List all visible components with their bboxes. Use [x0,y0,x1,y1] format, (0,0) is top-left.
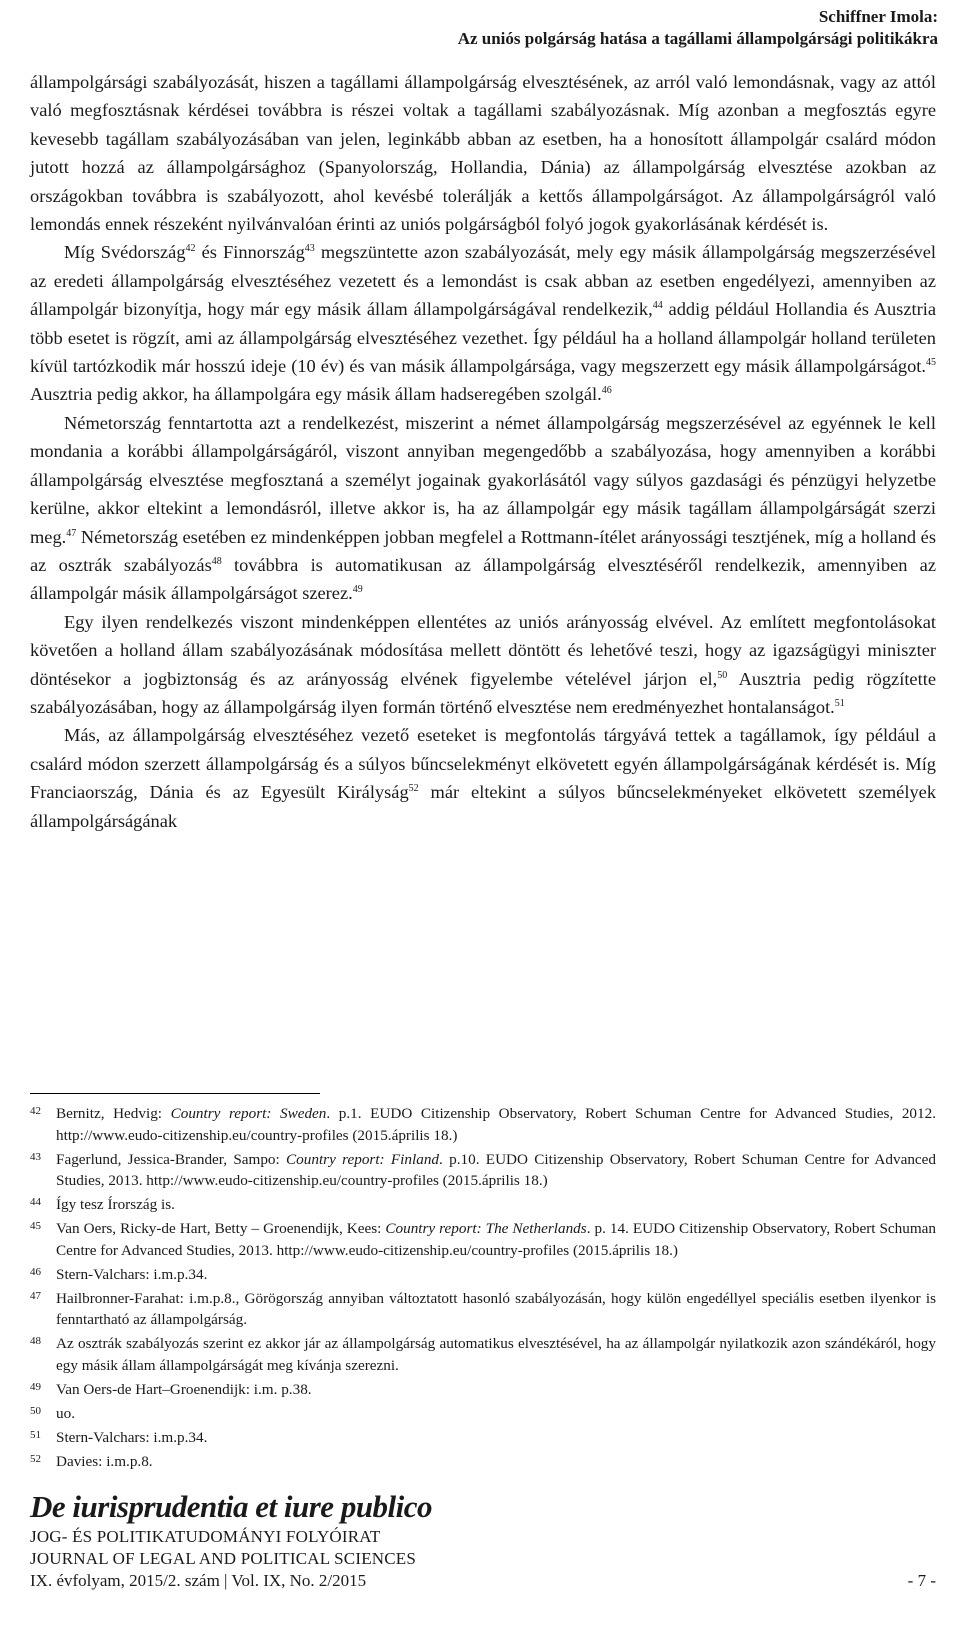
journal-title-logo: De iurisprudentia et iure publico [30,1489,433,1524]
footnote-ref[interactable]: 52 [408,783,419,795]
footnote-number: 49 [30,1380,41,1393]
footnote-number: 48 [30,1335,41,1348]
footnote: 45 Van Oers, Ricky-de Hart, Betty – Groenendijk, Kees: Country report: The Netherlands. p. 14. EUDO Citizenship Observatory, Robert Schuman Centre for Advanced Studies, 2013. http://www.eudo-citizenship.eu/country-profiles (2015.április 18.) [30,1220,936,1259]
footnote-separator [30,1093,320,1094]
footnote: 44 Így tesz Írország is. [30,1196,175,1214]
paragraph-1: állampolgársági szabályozását, hiszen a tagállami állampolgárság elvesztésének, az arról való lemondásnak, vagy az attól való megfosztásnak kérdései továbbra is részei voltak a tagállami szabályozásnak. Míg azonban a megfosztás egyre kevesebb tagállam szabályozásában van jelen, leginkább abban az esetben, ha a honosított állampolgár csalárd módon jutott hozzá az állampolgársághoz (Spanyolország, Hollandia, Dánia) az állampolgárság elvesztése azokban az országokban továbbra is szabályozott, ahol kevésbé tolerálják a kettős állampolgárságot. Az állampolgárságról való lemondás ennek részeként nyilvánvalóan érinti az uniós polgárságból folyó jogok gyakorlásának kérdését is. [30,72,936,235]
main-text [30,68,936,835]
footnote-ref[interactable]: 51 [834,697,845,709]
footnote-ref[interactable]: 45 [926,356,936,368]
footnotes [30,1103,936,1475]
footnote: 47 Hailbronner-Farahat: i.m.p.8., Görögország annyiban változtatott hasonló szabályozásán, hogy külön engedéllyel speciális esetben ilyenkor is fenntartható az állampolgárság. [30,1289,936,1329]
footnote-number: 46 [30,1265,41,1278]
footnote: 46 Stern-Valchars: i.m.p.34. [30,1265,208,1283]
footnote-number: 45 [30,1220,41,1233]
footnote-number: 42 [30,1105,41,1117]
footnote-number: 47 [30,1289,41,1302]
footnote-ref[interactable]: 46 [601,385,612,397]
issue-info: IX. évfolyam, 2015/2. szám | Vol. IX, No. 2/2015 [30,1571,367,1590]
footnote: 42 Bernitz, Hedvig: Country report: Sweden. p.1. EUDO Citizenship Observatory, Robert Schuman Centre for Advanced Studies, 2012. http://www.eudo-citizenship.eu/country-profiles (2015.április 18.) [30,1105,937,1144]
footnote-ref[interactable]: 44 [652,300,663,312]
paragraph-3: Németország fenntartotta azt a rendelkezést, miszerint a német állampolgárság megszerzésével az egyénnek le kell mondania a korábbi állampolgárságáról, viszont annyiban megengedőbb a szabályozása, hogy amennyiben a korábbi állampolgárság elvesztése megfosztaná a személyt jogainak gyakorlásától vagy súlyos gazdasági és pénzügyi helyzetbe kerülne, akkor eltekint a lemondásról, illetve akkor is, ha az állampolgár egy másik tagállam állampolgárságát szerzi meg.$^{47}$ Németország esetében ez mindenképpen jobban megfelel a Rottmann-ítélet arányossági tesztjének, míg a holland és az osztrák szabályozás$^{48}$ továbbra is automatikusan az állampolgárság elvesztéséről rendelkezik, amennyiben az állampolgár másik állampolgárságot szerez.$^{49}$ [30,412,937,604]
paragraph-2: Míg Svédország$^{42}$ és Finnország$^{43}$ megszüntette azon szabályozását, mely egy másik állampolgárság megszerzésével az eredeti állampolgárság elvesztéséhez vezetett és a lemondást is csak abban az esetben engedélyezi, amennyiben az állampolgár bizonyítja, hogy már egy másik állam állampolgárságával rendelkezik,$^{44}$ addig például Hollandia és Ausztria több esetet is rögzít, ami az állampolgárság elvesztéséhez vezethet. Így például ha a holland állampolgár holland területen kívül tartózkodik már hosszú ideje (10 év) és van másik állampolgársága, vagy megszerzett egy másik állampolgárságot.$^{45}$ Ausztria pedig akkor, ha állampolgára egy másik állam hadseregében szolgál.$^{46}$ [30,242,936,405]
footnote: 52 Davies: i.m.p.8. [30,1452,153,1470]
footnote-ref[interactable]: 43 [304,243,315,255]
paragraph-5: Más, az állampolgárság elvesztéséhez vezető eseteket is megfontolás tárgyává tettek a tagállamok, így például a csalárd módon szerzett állampolgárság és a súlyos bűncselekményt elkövetett egyén állampolgárságának kérdését is. Míg Franciaország, Dánia és az Egyesült Királyság$^{52}$ már eltekint a súlyos bűncselekményeket elkövetett személyek állampolgárságának [30,725,937,831]
page-number: - 7 - [907,1571,936,1590]
footnote-ref[interactable]: 47 [66,527,77,539]
journal-footer [30,1488,936,1592]
footnote: 51 Stern-Valchars: i.m.p.34. [30,1428,208,1446]
footnote-number: 51 [30,1428,41,1441]
header-article-title: Az uniós polgárság hatása a tagállami állampolgársági politikákra [457,29,938,48]
paragraph-4: Egy ilyen rendelkezés viszont mindenképpen ellentétes az uniós arányosság elvével. Az említett megfontolásokat követően a holland állam szabályozásának módosítása mellett döntött és lehetővé teszi, hogy az igazságügyi miniszter döntésekor a jogbiztonság és az arányosság elvének figyelembe vételével járjon el,$^{50}$ Ausztria pedig rögzítette szabályozásában, hogy az állampolgárság ilyen formán történő elvesztése nem eredményezhet hontalanságot.$^{51}$ [30,611,936,717]
footnote: 49 Van Oers-de Hart–Groenendijk: i.m. p.38. [30,1380,312,1398]
footnote-ref[interactable]: 49 [352,584,363,596]
footnote: 43 Fagerlund, Jessica-Brander, Sampo: Country report: Finland. p.10. EUDO Citizenship Observatory, Robert Schuman Centre for Advanced Studies, 2013. http://www.eudo-citizenship.eu/country-profiles (2015.április 18.) [30,1150,936,1190]
footnote-ref[interactable]: 48 [211,555,222,567]
footnote-number: 50 [30,1404,41,1417]
journal-subtitle-en: JOURNAL OF LEGAL AND POLITICAL SCIENCES [30,1549,417,1568]
issue-row [30,1570,936,1592]
footnote: 50 uo. [30,1404,75,1422]
footnote-number: 43 [30,1150,41,1163]
footnote-number: 52 [30,1452,41,1465]
header-author: Schiffner Imola: [818,7,938,26]
running-header [458,6,938,50]
footnote-ref[interactable]: 42 [185,243,196,255]
footnote-number: 44 [30,1196,41,1209]
footnote-ref[interactable]: 50 [717,669,728,681]
journal-subtitle-hu: JOG- ÉS POLITIKATUDOMÁNYI FOLYÓIRAT [30,1527,381,1546]
footnote: 48 Az osztrák szabályozás szerint ez akkor jár az állampolgárság automatikus elvesztésével, ha az állampolgár nyilatkozik azon szándékáról, hogy egy másik állam állampolgárságát meg kívánja szerezni. [30,1335,936,1374]
